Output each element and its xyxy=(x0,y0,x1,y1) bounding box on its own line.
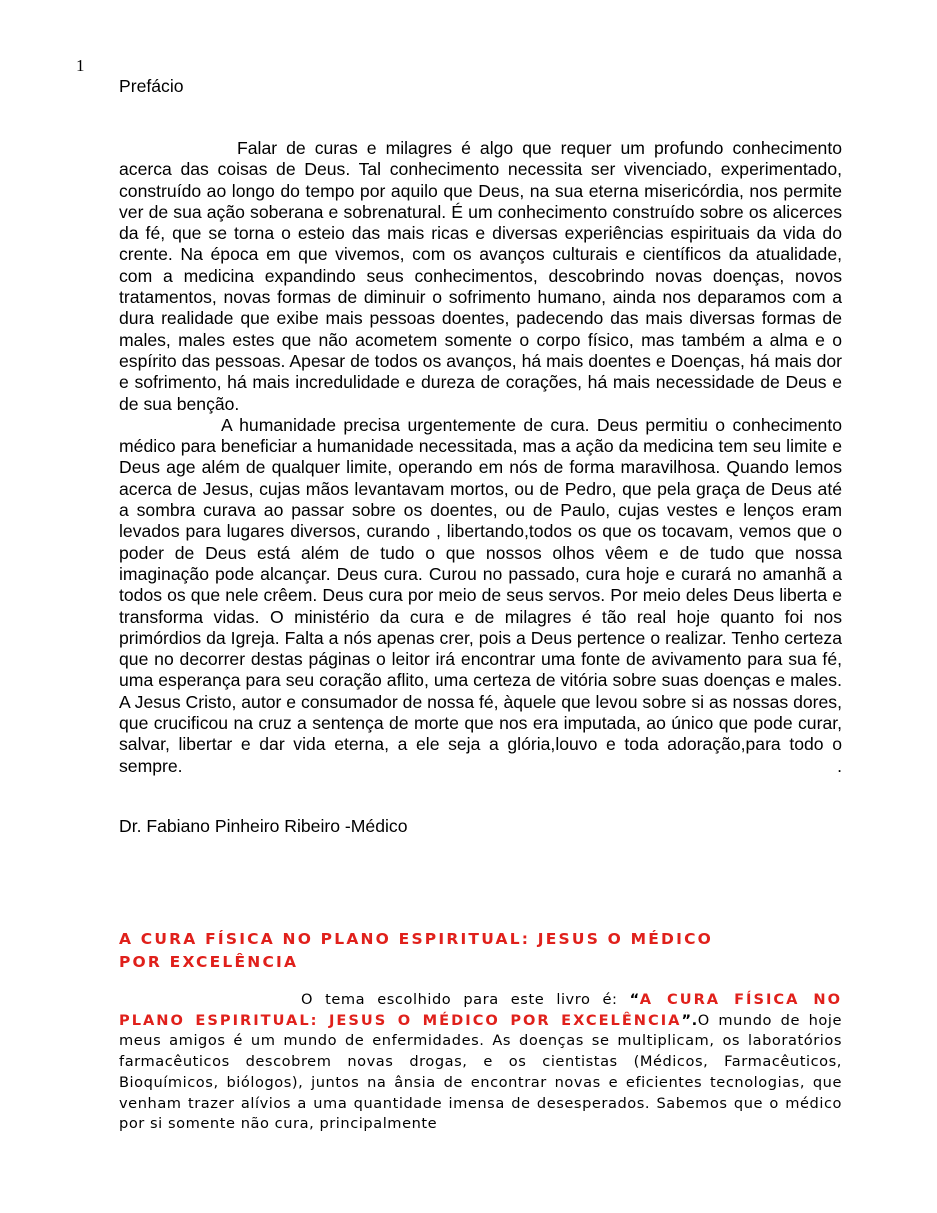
quote-open: “ xyxy=(629,991,640,1008)
chapter-title: A CURA FÍSICA NO PLANO ESPIRITUAL: JESUS O MÉDICO POR EXCELÊNCIA xyxy=(119,930,714,971)
preface-heading: Prefácio xyxy=(119,76,184,96)
signature: Dr. Fabiano Pinheiro Ribeiro -Médico xyxy=(119,816,408,836)
preface-paragraph-2-text: A humanidade precisa urgentemente de cura. Deus permitiu o conhecimento médico para beneficiar a humanidade necessitada, mas a ação da medicina tem seu limite e Deus age além de qualquer limite, operando em nós de forma maravilhosa. Quando lemos acerca de Jesus, cujas mãos levantavam mortos, ou de Pedro, que pela graça de Deus até a sombra curava ao passar sobre os doentes, ou de Paulo, cujas vestes e lenços eram levados para lugares diversos, curando , libertando,todos os que os tocavam, vemos que o poder de Deus está além de tudo o que nossos olhos vêem e de tudo que nossa imaginação pode alcançar. Deus cura. Curou no passado, cura hoje e curará no amanhã a todos os que nele crêem. Deus cura por meio de seus servos. Por meio deles Deus liberta e transforma vidas. O ministério da cura e de milagres é tão real hoje quanto foi nos primórdios da Igreja. Falta a nós apenas crer, pois a Deus pertence o realizar. Tenho certeza que no decorrer destas páginas o leitor irá encontrar uma fonte de avivamento para sua fé, uma esperança para seu coração aflito, uma certeza de vitória sobre suas doenças e males. A Jesus Cristo, autor e consumador de nossa fé, àquele que levou sobre si as nossas dores, que crucificou na cruz a sentença de morte que nos era imputada, ao único que pode curar, salvar, libertar e dar vida eterna, a ele seja a glória,louvo e toda adoração,para todo o sempre. xyxy=(119,414,842,776)
chapter-rest-text: O mundo de hoje meus amigos é um mundo de enfermidades. As doenças se multiplicam, os laboratórios farmacêuticos descobrem novas drogas, e os cientistas (Médicos, Farmacêuticos, Bioquímicos, biólogos), juntos na ânsia de encontrar novas e eficientes tecnologias, que venham trazer alívios a uma quantidade imensa de desesperados. Sabemos que o médico por si somente não cura, principalmente xyxy=(119,1011,843,1133)
page-number: 1 xyxy=(76,56,85,75)
preface-paragraph-1: Falar de curas e milagres é algo que requer um profundo conhecimento acerca das coisas de Deus. Tal conhecimento necessita ser vivenciado, experimentado, construído ao longo do tempo por aquilo que Deus, na sua eterna misericórdia, nos permite ver de sua ação soberana e sobrenatural. É um conhecimento construído sobre os alicerces da fé, que se torna o esteio das mais ricas e diversas experiências espirituais da vida do crente. Na época em que vivemos, com os avanços culturais e científicos da atualidade, com a medicina expandindo seus conhecimentos, descobrindo novas doenças, novos tratamentos, novas formas de diminuir o sofrimento humano, ainda nos deparamos com a dura realidade que exibe mais pessoas doentes, padecendo das mais diversas formas de males, males estes que não acometem somente o corpo físico, mas também a alma e o espírito das pessoas. Apesar de todos os avanços, há mais doentes e Doenças, há mais dor e sofrimento, há mais incredulidade e dureza de corações, há mais necessidade de Deus e de sua benção. xyxy=(119,138,842,414)
closing-dot: . xyxy=(837,755,842,776)
chapter-body xyxy=(119,990,842,1135)
chapter-intro-text: O tema escolhido para este livro é: xyxy=(301,991,630,1008)
quoted-title: A CURA FÍSICA NO PLANO ESPIRITUAL: JESUS O MÉDICO POR EXCELÊNCIA xyxy=(119,991,843,1029)
preface-body xyxy=(119,138,842,777)
preface-paragraph-2 xyxy=(119,415,842,777)
quote-close: ”. xyxy=(681,1011,698,1029)
chapter-paragraph xyxy=(119,990,842,1135)
